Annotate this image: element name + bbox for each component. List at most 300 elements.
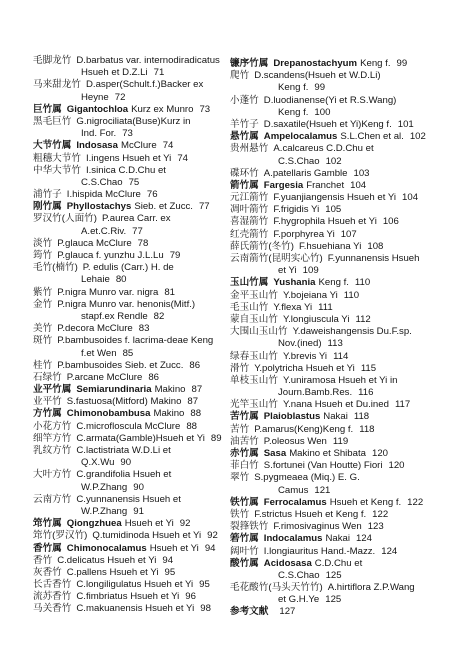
page-number: 124 — [355, 533, 372, 545]
page-number: 90 — [120, 457, 132, 469]
index-line — [230, 119, 444, 131]
index-line-continuation — [33, 457, 227, 469]
index-line — [33, 55, 227, 67]
page-number: 86 — [189, 359, 201, 371]
genus-heading-entry — [33, 384, 227, 396]
chinese-name: 薛氏箭竹(冬竹) — [230, 240, 294, 252]
page-number: 111 — [318, 301, 333, 313]
chinese-name: 翠竹 — [230, 472, 250, 484]
species-entry — [33, 153, 227, 165]
species-entry — [33, 238, 227, 250]
species-entry — [230, 424, 444, 436]
genus-latin-name: Indocalamus — [263, 533, 323, 545]
index-line-continuation — [230, 485, 444, 497]
index-line — [230, 399, 444, 411]
species-entry — [33, 116, 227, 140]
latin-name-text: Hsueh et Keng f. — [329, 496, 402, 508]
latin-name-text: C.S.Chao — [278, 155, 320, 167]
index-line — [33, 360, 227, 372]
index-entries-left — [33, 55, 227, 616]
latin-name-text: I.ingens Hsueh et Yi — [85, 152, 172, 164]
latin-name-text: P.nigra Munro var. henonis(Mitf.) — [57, 298, 196, 310]
page-number: 73 — [122, 128, 133, 140]
page-number: 127 — [279, 606, 296, 618]
chinese-name: 光竿玉山竹 — [230, 399, 278, 411]
species-entry — [33, 567, 227, 579]
latin-name-text: Keng f. — [278, 106, 309, 118]
species-entry — [33, 262, 227, 286]
index-line-continuation — [33, 226, 227, 238]
latin-name-text: Y.nana Hsueh et Du.ined — [282, 399, 389, 411]
species-entry — [230, 229, 444, 241]
genus-latin-name: Chimonobambusa — [66, 408, 151, 420]
index-line — [33, 384, 227, 396]
latin-name-text: Hsueh et D.Z.Li — [81, 67, 148, 79]
latin-name-text: Makino et Shibata — [289, 448, 366, 459]
index-column-left — [33, 55, 227, 616]
chinese-name: 美竹 — [33, 323, 53, 335]
species-entry — [33, 396, 227, 408]
chinese-name: 方竹属 — [33, 408, 62, 420]
index-line — [230, 546, 444, 558]
chinese-name: 马来甜龙竹 — [33, 79, 81, 91]
index-line — [230, 302, 444, 314]
index-line — [230, 70, 444, 82]
page-number: 90 — [133, 481, 144, 493]
species-entry — [230, 314, 444, 326]
page-number: 95 — [164, 566, 176, 578]
genus-latin-name: Fargesia — [263, 179, 304, 191]
species-entry — [230, 70, 444, 94]
latin-name-text: P.bambusoides f. lacrima-deae Keng — [57, 335, 214, 347]
page-number: 82 — [153, 310, 165, 322]
latin-name-text: Kurz ex Munro — [131, 103, 194, 115]
latin-name-text: G.nigrociliata(Buse)Kurz in — [76, 115, 191, 127]
chinese-name: 裂箨铁竹 — [230, 521, 269, 533]
genus-latin-name: Semiarundinaria — [76, 384, 152, 396]
species-entry — [230, 241, 444, 253]
index-line — [230, 168, 444, 180]
page-number: 113 — [327, 338, 343, 350]
index-line — [230, 277, 444, 289]
genus-latin-name: Indosasa — [76, 140, 118, 152]
index-line-continuation — [230, 570, 444, 582]
latin-name-text: C.S.Chao — [81, 176, 123, 188]
index-line — [33, 262, 227, 274]
chinese-name: 香竹 — [33, 554, 53, 566]
chinese-name: 箬竹属 — [230, 533, 259, 545]
index-line — [33, 335, 227, 347]
latin-name-text: Keng f. — [318, 277, 349, 289]
chinese-name: 油苦竹 — [230, 435, 259, 447]
chinese-name: 细竿方竹 — [33, 432, 72, 444]
page-number: 115 — [360, 362, 377, 374]
page-number: 85 — [122, 347, 134, 359]
genus-latin-name: Qiongzhuea — [66, 518, 122, 530]
latin-name-text: A.calcareus C.D.Chu et — [273, 143, 374, 155]
species-entry — [33, 287, 227, 299]
latin-name-text: I.longiauritus Hand.-Mazz. — [263, 545, 376, 557]
chinese-name: 蒙自玉山竹 — [230, 313, 278, 325]
genus-heading-entry — [230, 497, 444, 509]
species-entry — [33, 579, 227, 591]
page-number: 120 — [371, 448, 388, 459]
page-number: 95 — [199, 579, 210, 591]
page-number: 81 — [164, 286, 176, 298]
species-entry — [230, 582, 444, 606]
latin-name-text: et Yi — [278, 265, 297, 277]
index-line — [230, 180, 444, 192]
index-column-right — [230, 58, 444, 619]
chinese-name: 毛花酸竹(马头天竹竹) — [230, 582, 323, 594]
species-entry — [230, 290, 444, 302]
page-number: 117 — [394, 399, 411, 411]
page-number: 118 — [359, 423, 375, 435]
page-number: 110 — [354, 277, 371, 289]
page-number: 89 — [210, 432, 222, 444]
genus-heading-entry — [33, 543, 227, 555]
latin-name-text: Franchet — [306, 179, 345, 191]
latin-name-text: et G.H.Ye — [278, 594, 320, 606]
chinese-name: 红壳箭竹 — [230, 228, 269, 240]
genus-heading-entry — [230, 533, 444, 545]
page-number: 120 — [388, 460, 405, 472]
page-number: 108 — [367, 240, 384, 252]
latin-name-text: Makino — [154, 384, 186, 396]
index-line — [33, 140, 227, 152]
chinese-name: 大叶方竹 — [33, 469, 72, 481]
page-number: 71 — [153, 67, 165, 79]
index-line — [230, 143, 444, 155]
page-number: 100 — [314, 106, 331, 118]
index-line — [230, 533, 444, 545]
chinese-name: 菲白竹 — [230, 460, 259, 472]
index-line — [33, 201, 227, 213]
chinese-name: 箭竹属 — [230, 179, 259, 191]
latin-name-text: Keng f. — [360, 58, 391, 69]
index-entries-right — [230, 58, 444, 606]
species-entry — [33, 360, 227, 372]
index-line — [33, 530, 227, 542]
genus-heading-entry — [33, 408, 227, 420]
latin-name-text: A.et.C.Riv. — [81, 225, 127, 237]
index-line — [33, 165, 227, 177]
chinese-name: 云南方竹 — [33, 493, 72, 505]
page-number: 114 — [333, 350, 349, 362]
chinese-name: 长舌香竹 — [33, 579, 72, 591]
chinese-name: 碟环竹 — [230, 167, 259, 179]
latin-name-text: Journ.Bamb.Res. — [278, 387, 353, 399]
page-number: 83 — [138, 323, 150, 335]
page-number: 75 — [128, 176, 140, 188]
index-line — [33, 287, 227, 299]
index-line — [33, 238, 227, 250]
page-number: 102 — [325, 155, 342, 167]
latin-name-text: I.hispida McClure — [66, 189, 141, 201]
species-entry — [33, 494, 227, 518]
chinese-name: 斑竹 — [33, 335, 53, 347]
genus-heading-entry — [33, 140, 227, 152]
latin-name-text: Sieb. et Zucc. — [134, 201, 193, 213]
latin-name-text: Y.daweishangensis Du.F.sp. — [292, 326, 412, 338]
index-line-continuation — [230, 82, 444, 94]
chinese-name: 铁竹属 — [230, 496, 259, 508]
genus-latin-name: Phyllostachys — [66, 201, 132, 213]
page-number: 106 — [382, 216, 399, 228]
page-number: 92 — [179, 518, 191, 530]
chinese-name: 刚竹属 — [33, 201, 62, 213]
index-line — [230, 375, 444, 387]
index-line — [230, 216, 444, 228]
index-line — [230, 363, 444, 375]
latin-name-text: Nakai — [323, 411, 348, 423]
chinese-name: 毛玉山竹 — [230, 301, 269, 313]
index-line-continuation — [33, 274, 227, 286]
index-line-continuation — [33, 311, 227, 323]
latin-name-text: Y.polytricha Hsueh et Yi — [254, 362, 355, 374]
index-line — [230, 582, 444, 594]
chinese-name: 业平竹属 — [33, 384, 72, 396]
page-number: 87 — [191, 384, 203, 396]
page-number: 88 — [190, 408, 202, 420]
index-line — [33, 469, 227, 481]
page-number: 88 — [186, 420, 197, 432]
species-entry — [230, 509, 444, 521]
index-line-continuation — [230, 156, 444, 168]
genus-latin-name: Acidosasa — [263, 557, 312, 569]
latin-name-text: F.hygrophila Hsueh et Yi — [273, 216, 377, 228]
latin-name-text: P.amarus(Keng)Keng f. — [254, 423, 354, 435]
chinese-name: 中华大节竹 — [33, 164, 81, 176]
chinese-name: 金竹 — [33, 298, 53, 310]
latin-name-text: D.asper(Schult.f.)Backer ex — [85, 79, 204, 91]
latin-name-text: D.saxatile(Hsueh et Yi)Keng f. — [263, 118, 392, 130]
page-number: 118 — [353, 411, 370, 423]
page-number: 74 — [162, 140, 174, 152]
chinese-name: 小蓬竹 — [230, 94, 259, 106]
latin-name-text: P.oleosus Wen — [263, 435, 327, 447]
page-number: 72 — [114, 91, 126, 103]
index-line — [33, 567, 227, 579]
chinese-name: 业平竹 — [33, 396, 62, 408]
latin-name-text: P.aurea Carr. ex — [101, 213, 171, 225]
chinese-name: 金平玉山竹 — [230, 289, 278, 301]
index-line — [230, 460, 444, 472]
page-number: 121 — [314, 484, 331, 496]
species-entry — [33, 421, 227, 433]
latin-name-text: F.yuanjiangensis Hsueh et Yi — [273, 192, 397, 204]
chinese-name: 酸竹属 — [230, 557, 259, 569]
latin-name-text: P.arcane McClure — [66, 371, 143, 383]
chinese-name: 罗汉竹(人面竹) — [33, 213, 97, 225]
chinese-name: 乳纹方竹 — [33, 445, 72, 456]
page-number: 99 — [314, 82, 326, 94]
species-entry — [230, 143, 444, 167]
latin-name-text: C.lactistriata W.D.Li et — [76, 445, 171, 456]
index-line-continuation — [230, 594, 444, 606]
latin-name-text: Heyne — [81, 91, 109, 103]
latin-name-text: F.strictus Hsueh et Keng f. — [254, 508, 367, 520]
index-line — [230, 326, 444, 338]
genus-heading-entry — [230, 411, 444, 423]
page-number: 76 — [146, 189, 158, 201]
page-number: 105 — [325, 204, 342, 216]
chinese-name: 绿春玉山竹 — [230, 350, 278, 362]
genus-heading-entry — [230, 448, 444, 460]
chinese-name: 香竹属 — [33, 542, 62, 554]
chinese-name: 巨竹属 — [33, 103, 62, 115]
index-line-continuation — [230, 387, 444, 399]
latin-name-text: P. edulis (Carr.) H. de — [82, 262, 174, 274]
page-number: 104 — [402, 192, 419, 204]
species-entry — [230, 460, 444, 472]
latin-name-text: C.armata(Gamble)Hsueh et Yi — [76, 432, 205, 444]
page-number: 79 — [169, 250, 181, 261]
species-entry — [230, 216, 444, 228]
species-entry — [230, 326, 444, 350]
index-line — [33, 116, 227, 128]
latin-name-text: P.glauca McClure — [57, 237, 132, 249]
genus-latin-name: Ampelocalamus — [263, 131, 338, 143]
latin-name-text: Y.flexa Yi — [273, 301, 313, 313]
index-line — [230, 411, 444, 423]
page-number: 104 — [350, 179, 367, 191]
index-line — [230, 509, 444, 521]
latin-name-text: Q.X.Wu — [81, 457, 115, 469]
chinese-name: 悬竹属 — [230, 131, 259, 143]
species-entry — [33, 323, 227, 335]
latin-name-text: S.L.Chen et al. — [340, 131, 404, 143]
latin-name-text: P.decora McClure — [57, 323, 133, 335]
index-line — [33, 396, 227, 408]
species-entry — [230, 436, 444, 448]
species-entry — [230, 302, 444, 314]
index-line — [33, 250, 227, 262]
species-entry — [33, 213, 227, 237]
chinese-name: 毛竹(楠竹) — [33, 262, 78, 274]
species-entry — [230, 95, 444, 119]
latin-name-text: P.nigra Munro var. nigra — [57, 286, 159, 298]
page-number: 94 — [204, 542, 216, 554]
latin-name-text: C.D.Chu et — [314, 557, 363, 569]
page-number: 91 — [133, 505, 144, 517]
latin-name-text: McClure — [120, 140, 157, 152]
genus-latin-name: Chimonocalamus — [66, 542, 147, 554]
index-line — [33, 79, 227, 91]
latin-name-text: W.P.Zhang — [81, 505, 128, 517]
chinese-name: 桂竹 — [33, 359, 53, 371]
index-line — [230, 95, 444, 107]
latin-name-text: Ind. For. — [81, 128, 117, 140]
index-line — [33, 555, 227, 567]
index-line-continuation — [33, 177, 227, 189]
species-entry — [230, 375, 444, 399]
index-line — [33, 372, 227, 384]
index-line — [230, 290, 444, 302]
latin-name-text: Hsueh et Yi — [124, 518, 174, 530]
index-line — [33, 153, 227, 165]
index-line — [230, 448, 444, 460]
latin-name-text: Lehaie — [81, 274, 110, 286]
page-number: 78 — [137, 237, 149, 249]
index-line — [33, 591, 227, 603]
page-number: 109 — [302, 265, 319, 277]
index-line — [230, 497, 444, 509]
species-entry — [230, 168, 444, 180]
species-entry — [230, 119, 444, 131]
genus-latin-name: Drepanostachyum — [273, 58, 358, 69]
latin-name-text: C.S.Chao — [278, 569, 320, 581]
latin-name-text: Makino — [153, 408, 185, 420]
index-line — [33, 603, 227, 615]
species-entry — [33, 79, 227, 103]
page-number: 96 — [185, 591, 196, 603]
index-line — [33, 579, 227, 591]
page-number: 122 — [372, 508, 389, 520]
latin-name-text: F.hsuehiana Yi — [298, 240, 362, 252]
species-entry — [33, 445, 227, 469]
index-line — [230, 192, 444, 204]
latin-name-text: C.yunnanensis Hsueh et — [76, 493, 181, 505]
page-number: 98 — [200, 603, 211, 615]
page-number: 116 — [358, 387, 374, 399]
index-line — [33, 518, 227, 530]
latin-name-text: C.fimbriatus Hsueh et Yi — [76, 591, 180, 603]
index-line — [230, 472, 444, 484]
page-number: 101 — [397, 118, 414, 130]
index-line — [230, 314, 444, 326]
index-line-continuation — [33, 67, 227, 79]
chinese-name: 黑毛巨竹 — [33, 115, 72, 127]
latin-name-text: Y.longiuscula Yi — [282, 313, 350, 325]
chinese-name: 阔叶竹 — [230, 545, 259, 557]
chinese-name: 喜湿箭竹 — [230, 216, 269, 228]
genus-heading-entry — [230, 58, 444, 70]
page-number: 103 — [353, 167, 370, 179]
references-entry — [230, 606, 444, 618]
page-number: 73 — [199, 103, 211, 115]
page-number: 77 — [132, 225, 143, 237]
latin-name-text: Y.uniramosa Hsueh et Yi in — [282, 374, 398, 386]
latin-name-text: P.bambusoides Sieb. et Zucc. — [57, 359, 184, 371]
page-number: 112 — [355, 313, 371, 325]
page-number: 77 — [198, 201, 210, 213]
index-line — [230, 253, 444, 265]
page-number: 123 — [367, 521, 384, 533]
index-line — [230, 558, 444, 570]
chinese-name: 石绿竹 — [33, 371, 62, 383]
chinese-name: 凋叶箭竹 — [230, 204, 269, 216]
latin-name-text: C.microfloscula McClure — [76, 420, 181, 432]
chinese-name: 流苏香竹 — [33, 591, 72, 603]
chinese-name: 铁竹 — [230, 508, 250, 520]
species-entry — [33, 189, 227, 201]
genus-latin-name: Gigantochloa — [66, 103, 129, 115]
page-number: 80 — [115, 274, 127, 286]
latin-name-text: A.patellaris Gamble — [263, 167, 348, 179]
chinese-name: 苦竹 — [230, 423, 250, 435]
page-number: 124 — [381, 545, 398, 557]
chinese-name: 淡竹 — [33, 237, 53, 249]
latin-name-text: D.barbatus var. internodiradicatus — [76, 55, 220, 66]
index-line-continuation — [33, 348, 227, 360]
species-entry — [33, 433, 227, 445]
chinese-name: 小花方竹 — [33, 420, 72, 432]
chinese-name: 单枝玉山竹 — [230, 374, 278, 386]
species-entry — [230, 521, 444, 533]
page-number: 119 — [332, 435, 349, 447]
page-number: 99 — [396, 58, 408, 69]
